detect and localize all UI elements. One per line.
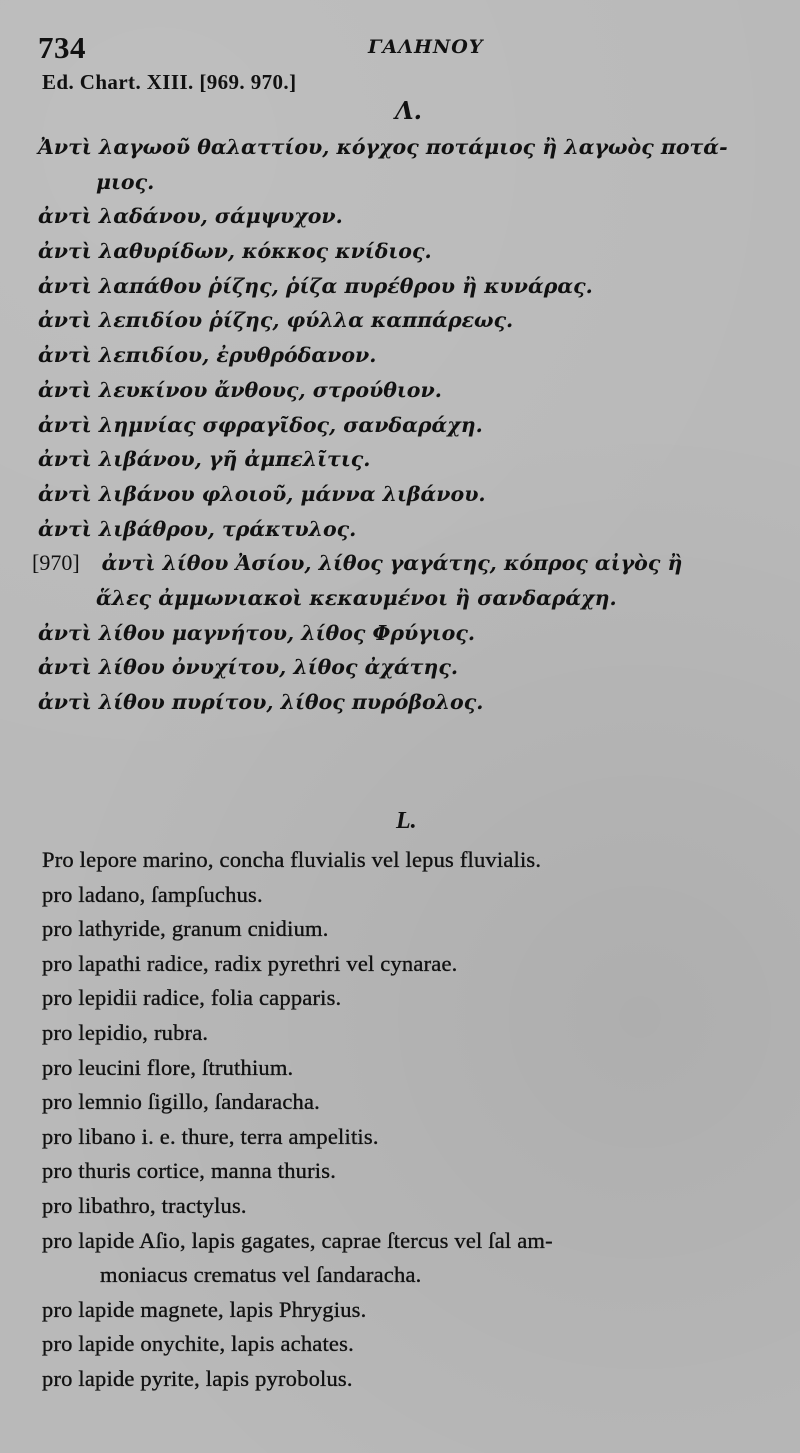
latin-line — [42, 878, 790, 913]
page-break-marker: [970] — [32, 550, 80, 576]
latin-line — [42, 1189, 790, 1224]
greek-line — [38, 373, 786, 408]
latin-line — [42, 1154, 790, 1189]
latin-line — [42, 912, 790, 947]
latin-line-text: pro ladano, ſampſuchus. — [42, 881, 263, 907]
greek-line — [38, 303, 786, 338]
latin-text-block — [42, 843, 790, 1397]
latin-line-text: pro libathro, tractylus. — [42, 1192, 247, 1218]
latin-line — [42, 1016, 790, 1051]
latin-section-letter: L. — [396, 808, 417, 834]
greek-line — [38, 512, 786, 547]
greek-line — [38, 408, 786, 443]
latin-line-text: pro thuris cortice, manna thuris. — [42, 1158, 337, 1184]
latin-line-text: pro lapide pyrite, lapis pyrobolus. — [42, 1365, 353, 1391]
greek-line — [38, 616, 786, 651]
latin-line — [42, 947, 790, 982]
latin-line-text: pro leucini flore, ſtruthium. — [42, 1054, 294, 1080]
latin-line — [42, 1224, 790, 1259]
latin-line-text: pro lepidii radice, folia capparis. — [42, 985, 342, 1011]
latin-line — [42, 1293, 790, 1328]
greek-line — [38, 269, 786, 304]
greek-line-text: ἀντὶ λαπάθου ῥίζης, ῥίζα πυρέθρου ἢ κυνάρας. — [38, 273, 593, 298]
greek-line-text: ἀντὶ λιβάνου φλοιοῦ, μάννα λιβάνου. — [38, 481, 486, 506]
greek-line — [38, 650, 786, 685]
greek-line — [38, 199, 786, 234]
greek-line-text: ἀντὶ λιβάθρου, τράκτυλος. — [38, 516, 357, 541]
greek-line — [38, 130, 786, 165]
latin-line-text: pro lemnio ſigillo, ſandaracha. — [42, 1089, 320, 1115]
latin-line-text: pro libano i. e. thure, terra ampelitis. — [42, 1123, 379, 1149]
greek-line-text: Ἀντὶ λαγωοῦ θαλαττίου, κόγχος ποτάμιος ἢ λαγωὸς ποτά- — [38, 135, 728, 159]
greek-line — [38, 338, 786, 373]
latin-line — [42, 981, 790, 1016]
greek-line — [38, 165, 786, 200]
latin-line — [42, 1362, 790, 1397]
latin-line-text: pro lapide Aſio, lapis gagates, caprae ſtercus vel ſal am- — [42, 1227, 553, 1253]
greek-line-text: ἀντὶ λιβάνου, γῆ ἀμπελῖτις. — [38, 447, 371, 472]
greek-section-letter: Λ. — [395, 96, 422, 125]
greek-line — [38, 234, 786, 269]
greek-line — [38, 442, 786, 477]
greek-line-text: ἀντὶ λίθου πυρίτου, λίθος πυρόβολος. — [38, 690, 484, 714]
greek-line — [38, 685, 786, 720]
greek-line-text: ἀντὶ λίθου μαγνήτου, λίθος Φρύγιος. — [38, 620, 475, 645]
greek-line-text: ἅλες ἀμμωνιακοὶ κεκαυμένοι ἢ σανδαράχη. — [96, 585, 617, 610]
latin-line-text: pro lapide onychite, lapis achates. — [42, 1331, 354, 1357]
greek-line-text: ἀντὶ λαθυρίδων, κόκκος κνίδιος. — [38, 239, 432, 264]
latin-line-text: pro lapathi radice, radix pyrethri vel cynarae. — [42, 950, 458, 976]
latin-line-text: pro lathyride, granum cnidium. — [42, 916, 329, 942]
latin-line — [42, 1085, 790, 1120]
latin-line-text: pro lepidio, rubra. — [42, 1019, 209, 1045]
latin-line-text: moniacus crematus vel ſandaracha. — [100, 1262, 422, 1288]
latin-line — [42, 1258, 790, 1293]
greek-line-text: ἀντὶ λημνίας σφραγῖδος, σανδαράχη. — [38, 412, 483, 437]
latin-line — [42, 1327, 790, 1362]
latin-line-text: Pro lepore marino, concha fluvialis vel lepus fluvialis. — [42, 847, 542, 872]
page-number: 734 — [38, 30, 86, 65]
greek-line-text: ἀντὶ λεπιδίου ῥίζης, φύλλα καππάρεως. — [38, 308, 514, 333]
greek-line-text: ἀντὶ λεπιδίου, ἐρυθρόδανον. — [38, 343, 377, 368]
greek-line — [38, 477, 786, 512]
greek-line-text: ἀντὶ λευκίνου ἄνθους, στρούθιον. — [38, 377, 442, 402]
greek-text-block — [32, 130, 786, 720]
greek-line — [38, 581, 786, 616]
greek-line — [32, 546, 786, 581]
edition-reference: Ed. Chart. XIII. [969. 970.] — [42, 70, 297, 94]
greek-line-text: μιος. — [96, 169, 155, 194]
greek-line-text: ἀντὶ λίθου ὀνυχίτου, λίθος ἀχάτης. — [38, 655, 458, 680]
latin-line — [42, 1120, 790, 1155]
latin-line — [42, 1051, 790, 1086]
latin-line-text: pro lapide magnete, lapis Phrygius. — [42, 1296, 367, 1322]
greek-line-text: ἀντὶ λαδάνου, σάμψυχον. — [38, 204, 343, 229]
page-header — [38, 30, 770, 70]
greek-line-text: ἀντὶ λίθου Ἀσίου, λίθος γαγάτης, κόπρος αἰγὸς ἢ — [101, 551, 683, 576]
running-head: ΓΑΛΗΝΟΥ — [368, 36, 484, 58]
latin-line — [42, 843, 790, 878]
